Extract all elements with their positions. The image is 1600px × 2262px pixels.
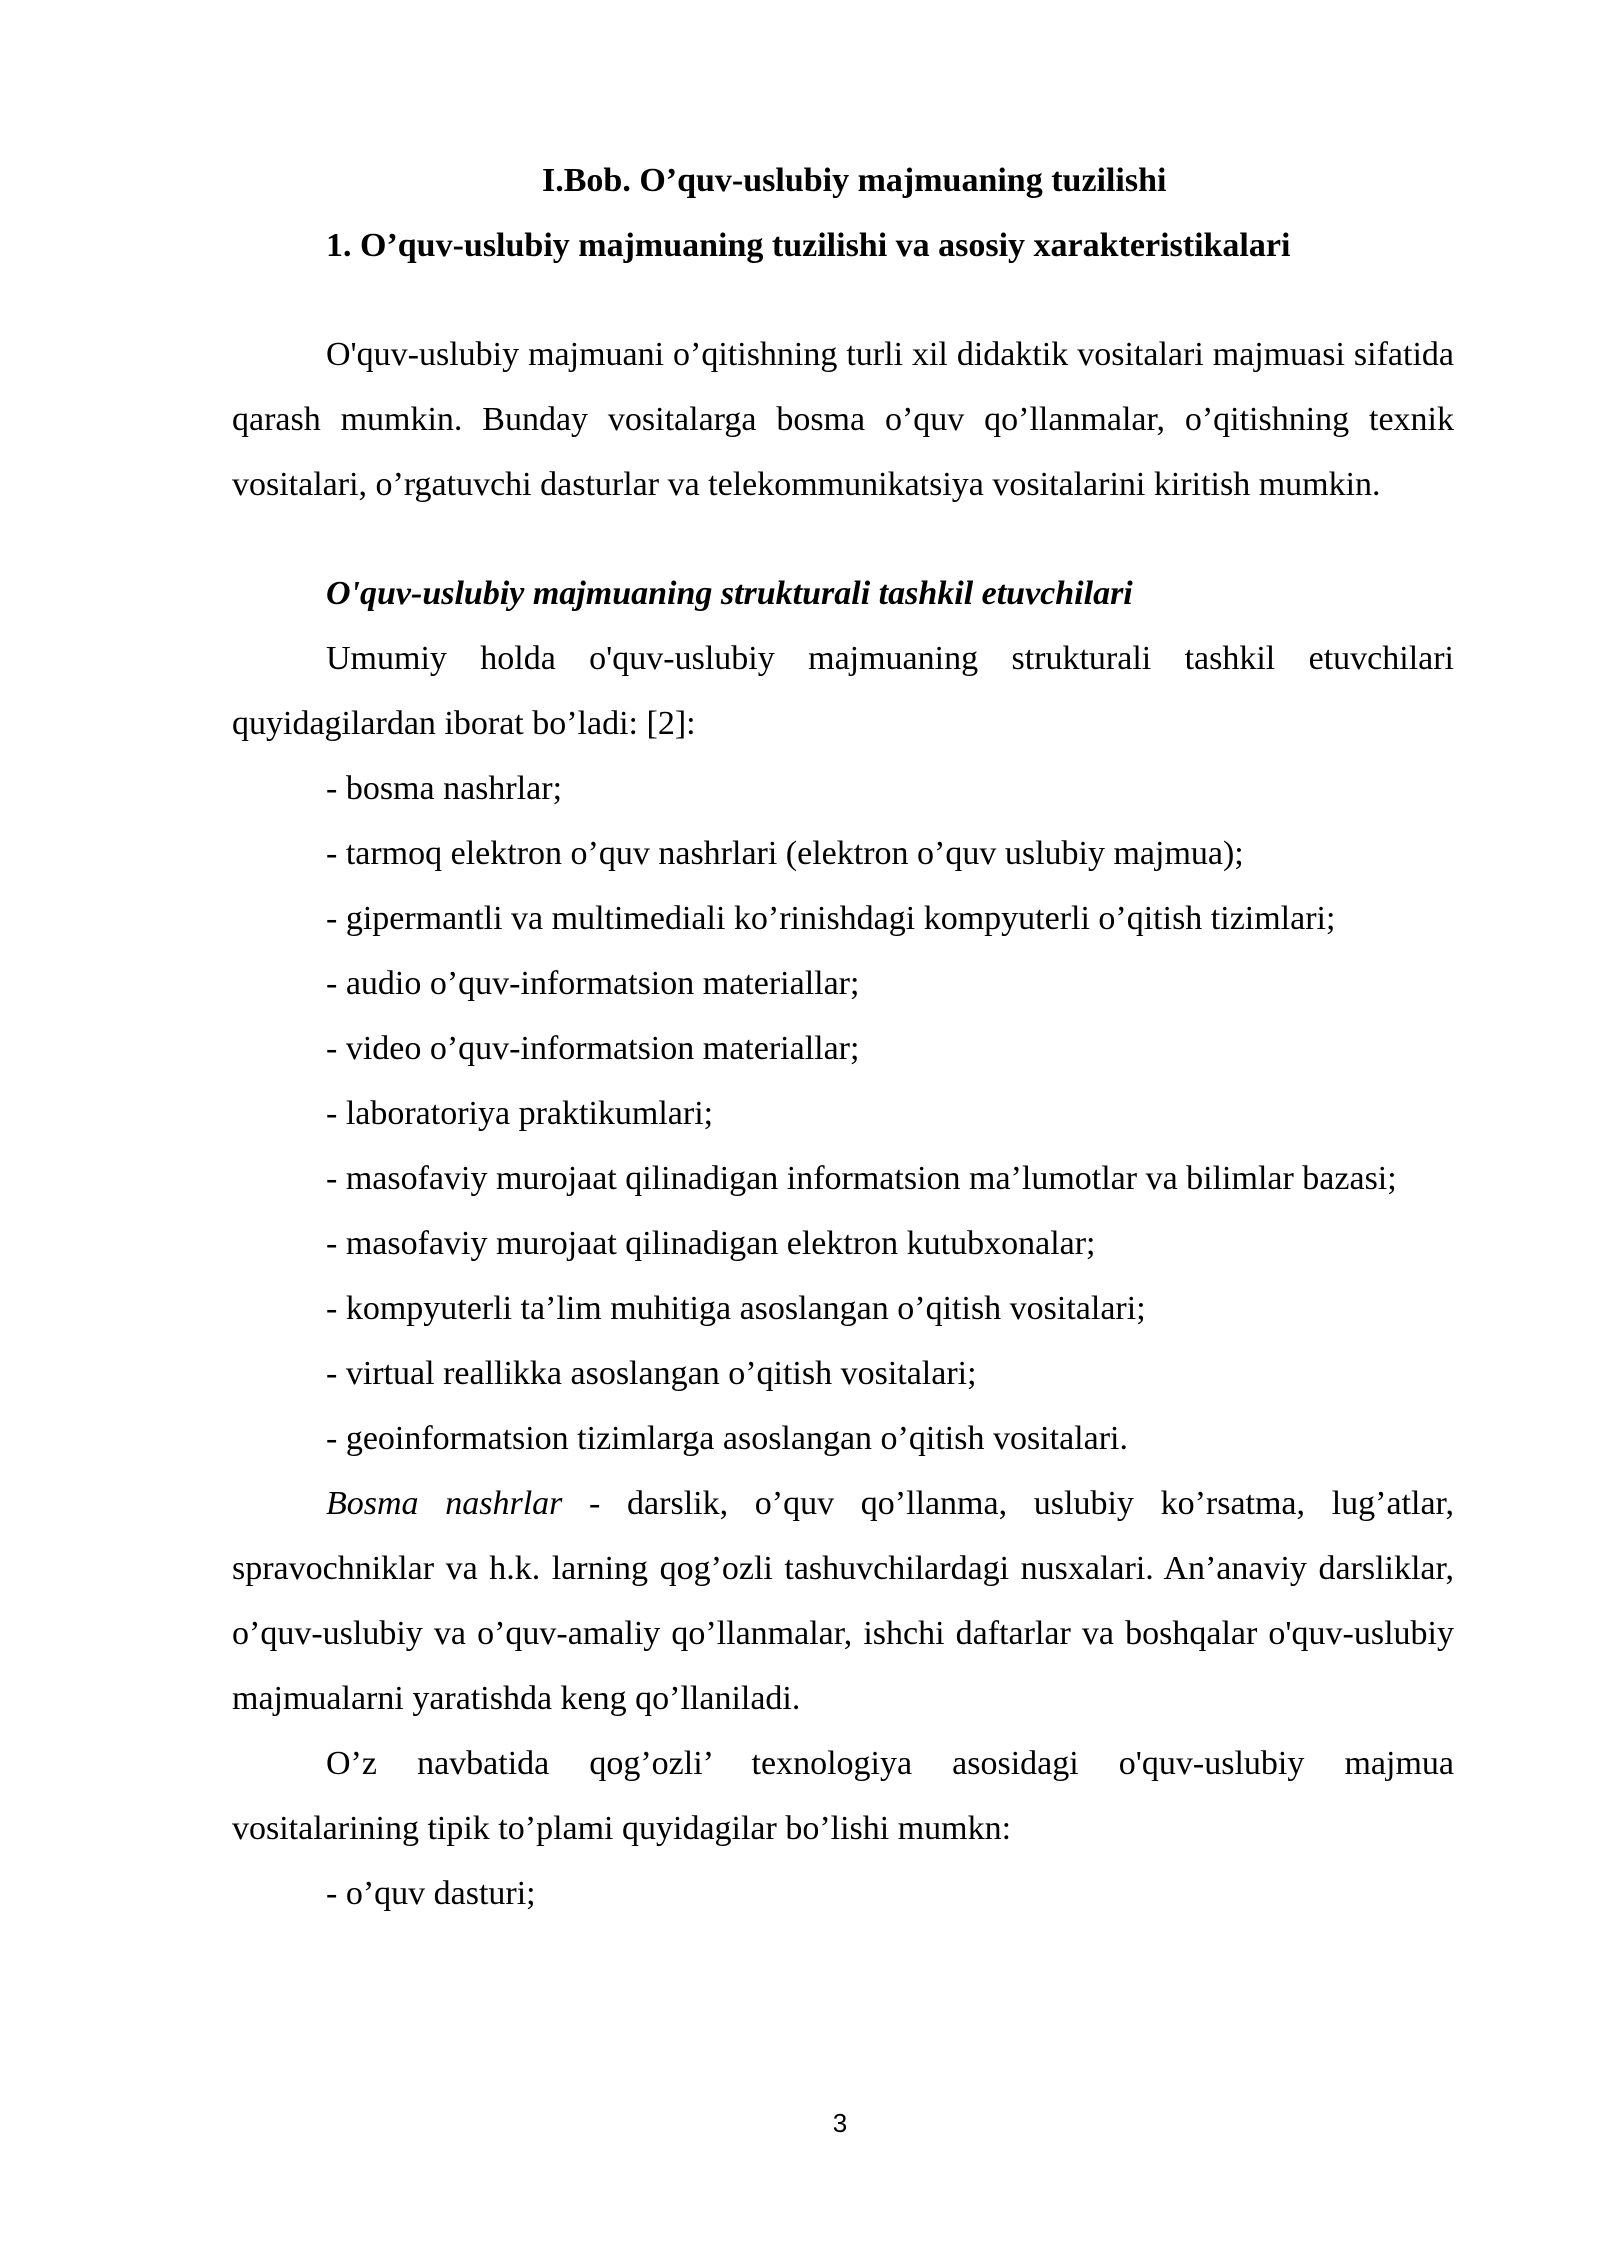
page-number: 3 [832, 2108, 848, 2138]
typical-set-paragraph: O’z navbatida qog’ozli’ texnologiya asosidagi o'quv-uslubiy majmua vositalarining tipik to’plami quyidagilar bo’lishi mumkn: [232, 1745, 1454, 1847]
list-item: - virtual reallikka asoslangan o’qitish vositalari; [326, 1355, 977, 1392]
spacer [232, 517, 1454, 561]
components-list [232, 756, 1454, 1471]
document-page [232, 148, 1454, 1926]
components-intro-paragraph: Umumiy holda o'quv-uslubiy majmuaning strukturali tashkil etuvchilari quyidagilardan iborat bo’ladi: [2]: [232, 640, 1454, 742]
list-item: - laboratoriya praktikumlari; [326, 1095, 714, 1132]
print-media-text: - darslik, o’quv qo’llanma, uslubiy ko’rsatma, lug’atlar, spravochniklar va h.k. larning qog’ozli tashuvchilardagi nusxalari. An’anaviy darsliklar, o’quv-uslubiy va o’quv-amaliy qo’llanmalar, ishchi daftarlar va boshqalar o'quv-uslubiy majmualarni yaratishda keng qo’llaniladi. [232, 1485, 1454, 1717]
list-item: - audio o’quv-informatsion materiallar; [326, 965, 860, 1002]
list-item: - video o’quv-informatsion materiallar; [326, 1030, 860, 1067]
typical-set-list [232, 1861, 1454, 1926]
spacer [232, 278, 1454, 322]
list-item: - tarmoq elektron o’quv nashrlari (elektron o’quv uslubiy majmua); [326, 835, 1244, 872]
print-media-term: Bosma nashrlar [326, 1485, 563, 1522]
list-item: - o’quv dasturi; [326, 1875, 536, 1912]
list-item: - geoinformatsion tizimlarga asoslangan o’qitish vositalari. [326, 1420, 1128, 1457]
list-item: - masofaviy murojaat qilinadigan elektron kutubxonalar; [326, 1225, 1096, 1262]
list-item: - bosma nashrlar; [326, 770, 563, 807]
list-item: - masofaviy murojaat qilinadigan informatsion ma’lumotlar va bilimlar bazasi; [326, 1160, 1397, 1197]
chapter-title: I.Bob. O’quv-uslubiy majmuaning tuzilishi [542, 162, 1167, 199]
section-title: 1. O’quv-uslubiy majmuaning tuzilishi va asosiy xarakteristikalari [326, 227, 1291, 264]
list-item: - gipermantli va multimediali ko’rinishdagi kompyuterli o’qitish tizimlari; [326, 900, 1336, 937]
subheading: O'quv-uslubiy majmuaning strukturali tashkil etuvchilari [326, 575, 1133, 612]
print-media-paragraph [232, 1471, 1454, 1731]
intro-paragraph: O'quv-uslubiy majmuani o’qitishning turli xil didaktik vositalari majmuasi sifatida qarash mumkin. Bunday vositalarga bosma o’quv qo’llanmalar, o’qitishning texnik vositalari, o’rgatuvchi dasturlar va telekommunikatsiya vositalarini kiritish mumkin. [232, 336, 1454, 503]
list-item: - kompyuterli ta’lim muhitiga asoslangan o’qitish vositalari; [326, 1290, 1146, 1327]
